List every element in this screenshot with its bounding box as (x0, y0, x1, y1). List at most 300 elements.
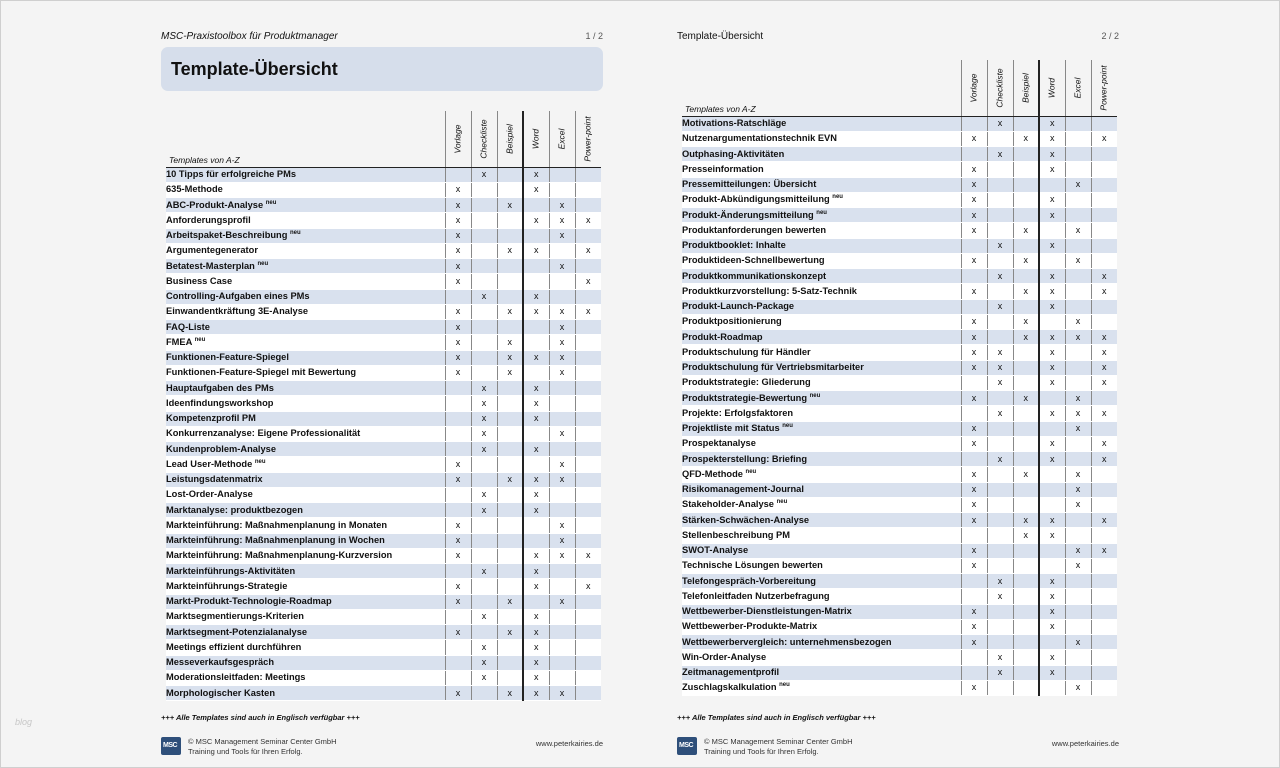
mark-cell (987, 162, 1013, 177)
mark-cell: x (1039, 406, 1065, 421)
mark-cell (1091, 528, 1117, 543)
mark-cell: x (471, 426, 497, 441)
mark-cell (445, 289, 471, 304)
mark-cell (497, 533, 523, 548)
mark-cell (497, 167, 523, 182)
mark-cell (1013, 421, 1039, 436)
mark-cell (549, 579, 575, 594)
column-header-word: Word (523, 111, 549, 167)
table-row (682, 223, 1117, 238)
mark-cell: x (987, 116, 1013, 131)
template-name: Produktschulung für Händler (682, 346, 811, 357)
new-badge: neu (832, 194, 843, 201)
mark-cell (1091, 497, 1117, 512)
mark-cell: x (1039, 650, 1065, 665)
mark-cell (575, 350, 601, 365)
template-name: Funktionen-Feature-Spiegel (166, 352, 289, 363)
watermark: blog (15, 717, 33, 727)
footer-tagline: Training und Tools für Ihren Erfolg. (188, 747, 303, 756)
template-name: Produktanforderungen bewerten (682, 224, 827, 235)
mark-cell (497, 609, 523, 624)
mark-cell (1013, 299, 1039, 314)
mark-cell: x (549, 686, 575, 701)
mark-cell (471, 320, 497, 335)
template-name: Leistungsdatenmatrix (166, 474, 263, 485)
mark-cell: x (1039, 345, 1065, 360)
template-name: Betatest-Masterplan (166, 260, 255, 271)
mark-cell: x (987, 574, 1013, 589)
mark-cell (445, 411, 471, 426)
mark-cell (1091, 650, 1117, 665)
mark-cell: x (523, 213, 549, 228)
template-name-cell (682, 513, 961, 528)
template-name: Produktstrategie: Gliederung (682, 377, 811, 388)
mark-cell: x (445, 472, 471, 487)
mark-cell: x (575, 304, 601, 319)
mark-cell: x (471, 381, 497, 396)
mark-cell (961, 406, 987, 421)
mark-cell (497, 320, 523, 335)
mark-cell (1039, 497, 1065, 512)
new-badge: neu (254, 458, 266, 465)
table-row (682, 330, 1117, 345)
mark-cell (1039, 421, 1065, 436)
mark-cell: x (575, 243, 601, 258)
mark-cell (497, 442, 523, 457)
mark-cell (961, 589, 987, 604)
mark-cell: x (1091, 452, 1117, 467)
mark-cell: x (549, 259, 575, 274)
mark-cell (575, 365, 601, 380)
mark-cell (987, 482, 1013, 497)
table-row (166, 518, 601, 533)
mark-cell (1039, 391, 1065, 406)
mark-cell (471, 274, 497, 289)
mark-cell: x (549, 457, 575, 472)
template-name: FAQ-Liste (166, 321, 210, 332)
template-name-cell (682, 269, 961, 284)
mark-cell (1013, 192, 1039, 207)
mark-cell: x (1039, 147, 1065, 162)
template-name: Markteinführungs-Strategie (166, 580, 288, 591)
mark-cell: x (523, 350, 549, 365)
mark-cell (987, 497, 1013, 512)
template-name: Anforderungsprofil (166, 214, 251, 225)
mark-cell (1065, 665, 1091, 680)
mark-cell (1013, 635, 1039, 650)
table-row (166, 487, 601, 502)
template-name-cell (166, 182, 445, 197)
template-name-cell (166, 335, 445, 350)
table-row (682, 635, 1117, 650)
mark-cell (987, 208, 1013, 223)
template-name-cell (166, 411, 445, 426)
table-row (682, 177, 1117, 192)
template-name: Wettbewerber-Produkte-Matrix (682, 621, 818, 632)
mark-cell: x (1091, 131, 1117, 146)
mark-cell: x (471, 442, 497, 457)
mark-cell: x (445, 350, 471, 365)
column-header-powerpoint: Power-point (575, 111, 601, 167)
mark-cell: x (1065, 680, 1091, 695)
page-title: Template-Übersicht (171, 59, 338, 79)
page-footer (677, 735, 1119, 759)
mark-cell (1091, 635, 1117, 650)
mark-cell (575, 381, 601, 396)
table-row (166, 259, 601, 274)
column-header-vorlage: Vorlage (961, 60, 987, 116)
mark-cell (549, 396, 575, 411)
page-number: 2 / 2 (1101, 31, 1119, 41)
mark-cell: x (1013, 253, 1039, 268)
mark-cell: x (497, 625, 523, 640)
new-badge: neu (816, 209, 827, 216)
mark-cell: x (523, 564, 549, 579)
mark-cell: x (987, 665, 1013, 680)
template-name: Markteinführung: Maßnahmenplanung in Monaten (166, 519, 388, 530)
mark-cell (523, 457, 549, 472)
template-name: Konkurrenzanalyse: Eigene Professionalität (166, 428, 361, 439)
template-name-cell (166, 640, 445, 655)
table-caption: Templates von A-Z (166, 111, 445, 167)
mark-cell: x (471, 396, 497, 411)
mark-cell (471, 304, 497, 319)
mark-cell: x (1039, 269, 1065, 284)
mark-cell (1013, 452, 1039, 467)
page-header-title: MSC-Praxistoolbox für Produktmanager (161, 31, 338, 42)
table-row (682, 452, 1117, 467)
template-name: Produktkurzvorstellung: 5-Satz-Technik (682, 285, 857, 296)
template-name-cell (166, 442, 445, 457)
mark-cell (445, 442, 471, 457)
mark-cell: x (1039, 192, 1065, 207)
mark-cell (497, 640, 523, 655)
mark-cell (1039, 314, 1065, 329)
mark-cell (1039, 223, 1065, 238)
mark-cell: x (445, 365, 471, 380)
table-caption: Templates von A-Z (682, 60, 961, 116)
mark-cell (575, 320, 601, 335)
template-name: Produktschulung für Vertriebsmitarbeiter (682, 362, 864, 373)
table-row (682, 497, 1117, 512)
english-note: +++ Alle Templates sind auch in Englisch verfügbar +++ (161, 713, 360, 722)
template-name-cell (682, 680, 961, 695)
table-row (166, 472, 601, 487)
mark-cell: x (523, 487, 549, 502)
mark-cell: x (471, 564, 497, 579)
template-name-cell (166, 350, 445, 365)
mark-cell: x (497, 686, 523, 701)
table-row (682, 269, 1117, 284)
template-name: Marktsegment-Potenzialanalyse (166, 626, 308, 637)
table-row (682, 421, 1117, 436)
mark-cell: x (445, 579, 471, 594)
mark-cell (961, 116, 987, 131)
mark-cell (497, 426, 523, 441)
mark-cell: x (961, 192, 987, 207)
template-name-cell (166, 548, 445, 563)
mark-cell: x (471, 609, 497, 624)
template-name-cell (682, 360, 961, 375)
mark-cell (1039, 558, 1065, 573)
mark-cell: x (1013, 391, 1039, 406)
mark-cell (987, 284, 1013, 299)
mark-cell: x (1039, 330, 1065, 345)
table-row (166, 274, 601, 289)
mark-cell: x (987, 406, 1013, 421)
mark-cell: x (575, 579, 601, 594)
mark-cell (987, 436, 1013, 451)
mark-cell: x (1091, 284, 1117, 299)
template-name-cell (682, 253, 961, 268)
page-2 (677, 25, 1137, 765)
msc-logo: MSC (677, 737, 697, 755)
mark-cell: x (445, 457, 471, 472)
mark-cell: x (1039, 574, 1065, 589)
mark-cell (575, 609, 601, 624)
template-name: FMEA (166, 336, 192, 347)
mark-cell (987, 680, 1013, 695)
mark-cell: x (961, 604, 987, 619)
mark-cell: x (471, 487, 497, 502)
mark-cell (471, 182, 497, 197)
mark-cell (1039, 635, 1065, 650)
template-name-cell (166, 289, 445, 304)
template-name-cell (166, 213, 445, 228)
mark-cell (1065, 238, 1091, 253)
mark-cell (471, 548, 497, 563)
mark-cell (987, 391, 1013, 406)
mark-cell (497, 564, 523, 579)
mark-cell: x (497, 198, 523, 213)
mark-cell: x (961, 284, 987, 299)
template-name: Kompetenzprofil PM (166, 413, 256, 424)
mark-cell (549, 625, 575, 640)
footer-company (188, 737, 337, 757)
template-name-cell (682, 177, 961, 192)
mark-cell (497, 655, 523, 670)
footer-company-name: © MSC Management Seminar Center GmbH (704, 737, 853, 746)
new-badge: neu (257, 260, 269, 267)
mark-cell (523, 365, 549, 380)
mark-cell: x (1013, 513, 1039, 528)
mark-cell: x (549, 213, 575, 228)
mark-cell: x (549, 533, 575, 548)
mark-cell (1065, 299, 1091, 314)
mark-cell (1013, 345, 1039, 360)
mark-cell: x (987, 345, 1013, 360)
mark-cell (1091, 574, 1117, 589)
template-name: Wettbewerber-Dienstleistungen-Matrix (682, 606, 852, 617)
mark-cell (1091, 162, 1117, 177)
mark-cell (1013, 208, 1039, 223)
mark-cell (987, 131, 1013, 146)
mark-cell (471, 518, 497, 533)
mark-cell (1065, 589, 1091, 604)
template-name-cell (166, 426, 445, 441)
mark-cell (575, 198, 601, 213)
template-name-cell (166, 472, 445, 487)
template-name-cell (166, 320, 445, 335)
table-row (682, 558, 1117, 573)
mark-cell (987, 330, 1013, 345)
mark-cell (471, 259, 497, 274)
mark-cell (471, 335, 497, 350)
mark-cell: x (1091, 406, 1117, 421)
template-name-cell (682, 497, 961, 512)
template-name: Business Case (166, 275, 233, 286)
mark-cell: x (1091, 330, 1117, 345)
mark-cell: x (497, 304, 523, 319)
footer-url[interactable]: www.peterkairies.de (535, 739, 603, 748)
mark-cell: x (471, 655, 497, 670)
mark-cell (549, 564, 575, 579)
template-name: Hauptaufgaben des PMs (166, 382, 274, 393)
table-row (682, 208, 1117, 223)
mark-cell (445, 503, 471, 518)
template-name: Messeverkaufsgespräch (166, 657, 275, 668)
template-name: Technische Lösungen bewerten (682, 560, 823, 571)
mark-cell: x (961, 391, 987, 406)
mark-cell (575, 625, 601, 640)
template-name-cell (682, 650, 961, 665)
mark-cell (497, 213, 523, 228)
table-row (166, 198, 601, 213)
mark-cell: x (523, 609, 549, 624)
template-name: Produktkommunikationskonzept (682, 270, 827, 281)
mark-cell: x (497, 335, 523, 350)
mark-cell: x (523, 289, 549, 304)
mark-cell (1065, 269, 1091, 284)
mark-cell: x (1013, 467, 1039, 482)
table-row (166, 243, 601, 258)
template-name: 635-Methode (166, 184, 223, 195)
mark-cell (549, 670, 575, 685)
mark-cell (445, 670, 471, 685)
mark-cell: x (471, 503, 497, 518)
template-name: Markteinführungs-Aktivitäten (166, 565, 296, 576)
mark-cell (1065, 619, 1091, 634)
mark-cell (575, 472, 601, 487)
table-row (166, 350, 601, 365)
mark-cell: x (1065, 391, 1091, 406)
mark-cell (1013, 574, 1039, 589)
template-name-cell (166, 594, 445, 609)
footer-url[interactable]: www.peterkairies.de (1051, 739, 1119, 748)
mark-cell: x (987, 147, 1013, 162)
mark-cell: x (523, 625, 549, 640)
mark-cell: x (445, 625, 471, 640)
new-badge: neu (779, 682, 790, 689)
mark-cell: x (987, 452, 1013, 467)
mark-cell (549, 289, 575, 304)
template-name: Lead User-Methode (166, 458, 253, 469)
mark-cell (1091, 391, 1117, 406)
mark-cell: x (1039, 604, 1065, 619)
mark-cell: x (1065, 421, 1091, 436)
template-name-cell (166, 396, 445, 411)
page-number: 1 / 2 (585, 31, 603, 41)
mark-cell (575, 533, 601, 548)
footer-company-name: © MSC Management Seminar Center GmbH (188, 737, 337, 746)
mark-cell (1039, 177, 1065, 192)
table-row (682, 147, 1117, 162)
mark-cell (523, 518, 549, 533)
template-name-cell (166, 686, 445, 701)
mark-cell (1091, 116, 1117, 131)
mark-cell (497, 274, 523, 289)
mark-cell: x (961, 360, 987, 375)
template-name: Ideenfindungsworkshop (166, 397, 274, 408)
mark-cell: x (987, 589, 1013, 604)
column-header-word: Word (1039, 60, 1065, 116)
mark-cell (471, 579, 497, 594)
mark-cell: x (471, 670, 497, 685)
mark-cell: x (549, 426, 575, 441)
mark-cell: x (523, 243, 549, 258)
mark-cell: x (445, 335, 471, 350)
mark-cell: x (471, 411, 497, 426)
template-name-cell (166, 503, 445, 518)
mark-cell: x (1091, 513, 1117, 528)
mark-cell: x (1039, 513, 1065, 528)
mark-cell (471, 365, 497, 380)
mark-cell (471, 228, 497, 243)
mark-cell (1013, 543, 1039, 558)
table-row (682, 116, 1117, 131)
template-name: Nutzenargumentationstechnik EVN (682, 133, 837, 144)
table-row (682, 345, 1117, 360)
mark-cell (987, 619, 1013, 634)
mark-cell (1013, 375, 1039, 390)
mark-cell (1039, 482, 1065, 497)
template-name-cell (682, 345, 961, 360)
mark-cell: x (1065, 467, 1091, 482)
mark-cell (575, 640, 601, 655)
mark-cell (497, 182, 523, 197)
mark-cell (497, 579, 523, 594)
table-row (682, 574, 1117, 589)
mark-cell (1065, 116, 1091, 131)
template-name-cell (682, 238, 961, 253)
template-name-cell (682, 543, 961, 558)
table-row (166, 655, 601, 670)
mark-cell: x (549, 518, 575, 533)
template-name-cell (166, 259, 445, 274)
template-name-cell (166, 274, 445, 289)
mark-cell: x (1039, 452, 1065, 467)
table-row (166, 548, 601, 563)
template-name: Markteinführung: Maßnahmenplanung-Kurzversion (166, 550, 393, 561)
table-row (682, 589, 1117, 604)
mark-cell (1091, 680, 1117, 695)
new-badge: neu (782, 423, 793, 430)
mark-cell: x (987, 299, 1013, 314)
msc-logo: MSC (161, 737, 181, 755)
template-name: Stärken-Schwächen-Analyse (682, 514, 810, 525)
template-name-cell (166, 564, 445, 579)
mark-cell (987, 528, 1013, 543)
template-name-cell (166, 625, 445, 640)
mark-cell: x (471, 640, 497, 655)
mark-cell: x (523, 167, 549, 182)
template-name-cell (682, 589, 961, 604)
mark-cell: x (549, 198, 575, 213)
mark-cell (575, 259, 601, 274)
table-row (166, 381, 601, 396)
mark-cell: x (987, 238, 1013, 253)
mark-cell (445, 655, 471, 670)
